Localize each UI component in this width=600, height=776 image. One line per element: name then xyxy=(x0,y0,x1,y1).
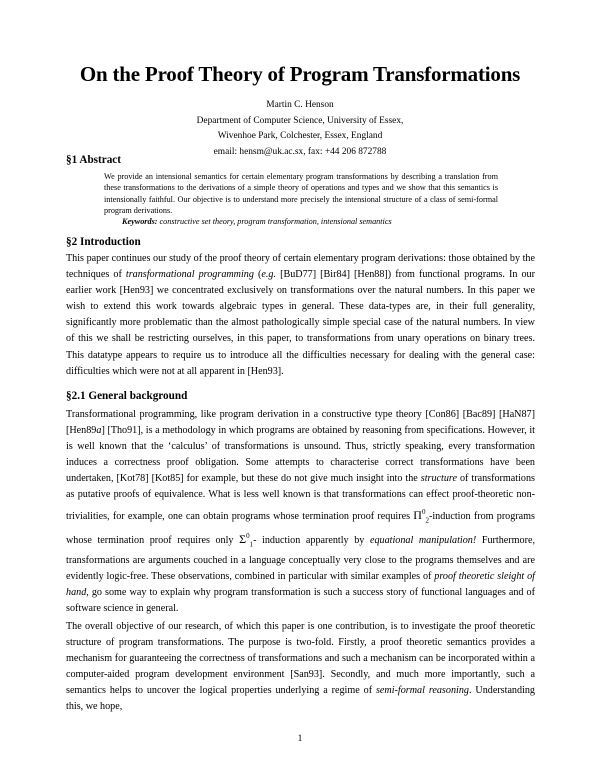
pi-formula xyxy=(413,508,429,522)
pi-superscript: 0 xyxy=(421,507,426,516)
text-run: - induction apparently by xyxy=(253,535,370,547)
sigma-formula xyxy=(239,532,254,549)
author-block xyxy=(0,98,600,160)
emphasis: equational manipulation! xyxy=(369,535,477,547)
pi-subscript: 2 xyxy=(425,515,429,524)
background-paragraph-1 xyxy=(66,407,535,617)
author-email: email: hensm@uk.ac.sx, fax: +44 206 872788 xyxy=(213,146,387,157)
text-run: ( xyxy=(253,269,262,281)
keywords-list: constructive set theory, program transformation, intensional semantics xyxy=(159,217,392,227)
keywords-label: Keywords: xyxy=(122,217,158,227)
text-run: Transformational programming, like program derivation in a constructive type theory [Con86] [Bac89] [HaN87] [Hen89 xyxy=(66,409,535,437)
emphasis: transformational programming xyxy=(125,269,254,281)
affiliation-line-2: Wivenhoe Park, Colchester, Essex, England xyxy=(217,131,383,141)
emphasis: a xyxy=(96,425,102,437)
text-run: The overall objective of our research, of which this paper is one contribution, is to investigate the proof theoretic structure of program transformations. The purpose is two-fold. Firstly, a proof theoretic semantics provides a mechanism for guaranteeing the correctness of transformations and such a mechanism can be incorporated within a computer-aided program development environment [San93]. Secondly, and much more importantly, such a semantics helps to uncover the logical properties underlying a regime of xyxy=(66,620,535,697)
pi-symbol: Π xyxy=(413,507,422,522)
emphasis: semi-formal reasoning xyxy=(375,685,469,697)
text-run: [BuD77] [Bir84] [Hen88]) from functional programs. In our earlier work [Hen93] we concentrated exclusively on transformations over the natural numbers. In this paper we wish to extend this work towards algebraic types in general. These data-types are, in their full generality, significantly more problematic than the almost pathologically simple special case of the natural numbers. In view of this we shall be restricting ourselves, in this paper, to transformations from unary operations on binary trees. This datatype appears to require us to introduce all the difficulties necessary for dealing with the general case: difficulties which were not at all apparent in [Hen93]. xyxy=(66,269,535,377)
background-body xyxy=(66,407,535,715)
abstract-heading: §1 Abstract xyxy=(66,154,121,166)
text-run: -induction from programs whose termination proof requires only xyxy=(66,510,535,547)
author-name: Martin C. Henson xyxy=(266,100,334,110)
text-run: of transformations as putative proofs of equivalence. What is less well known is that transformations can effect proof-theoretic non-trivialities, for example, one can obtain programs whose termination proof requires xyxy=(66,473,535,522)
text-run: This paper continues our study of the proof theory of certain elementary program derivations: those obtained by the techniques of xyxy=(66,253,535,281)
sigma-subscript: 1 xyxy=(249,540,254,549)
text-run: Furthermore, transformations are arguments couched in a language conceptually very close to the programs themselves and are evidently logic-free. These observations, combined in particular with similar examples of xyxy=(66,535,535,582)
text-run: ] [Tho91], is a methodology in which programs are obtained by reasoning from specifications. However, it is well known that the ‘calculus’ of transformations is unsound. Thus, strictly speaking, every transformation induces a correctness proof obligation. Some attempts to characterise correct transformations have been undertaken, [Kot78] [Kot85] for example, but these do not give much insight into the xyxy=(66,425,535,485)
text-run: , go some way to explain why program transformation is such a success story of functional languages and of software science in general. xyxy=(66,586,535,614)
sigma-symbol: Σ xyxy=(239,532,247,547)
paper-title: On the Proof Theory of Program Transformations xyxy=(79,62,521,86)
introduction-paragraph xyxy=(66,251,535,380)
page-number: 1 xyxy=(297,734,303,744)
emphasis: structure xyxy=(420,473,457,485)
background-paragraph-2 xyxy=(66,619,535,716)
introduction-heading: §2 Introduction xyxy=(66,236,141,248)
affiliation-line-1: Department of Computer Science, University of Essex, xyxy=(196,115,404,126)
emphasis: e.g. xyxy=(261,269,277,281)
text-run: . Understanding this, we hope, xyxy=(66,685,535,713)
abstract-body xyxy=(104,171,498,227)
sigma-superscript: 0 xyxy=(246,532,250,541)
background-heading: §2.1 General background xyxy=(66,390,188,402)
introduction-body xyxy=(66,251,535,380)
abstract-text: We provide an intensional semantics for certain elementary program transformations by describing a translation from these transformations to the derivations of a simple theory of operations and types and we show that this semantics is intensionally faithful. Our objective is to understand more precisely the intensional structure of a class of semi-formal program derivations. xyxy=(104,172,498,215)
keywords-line xyxy=(104,216,498,227)
emphasis: proof theoretic sleight of hand xyxy=(66,570,535,598)
